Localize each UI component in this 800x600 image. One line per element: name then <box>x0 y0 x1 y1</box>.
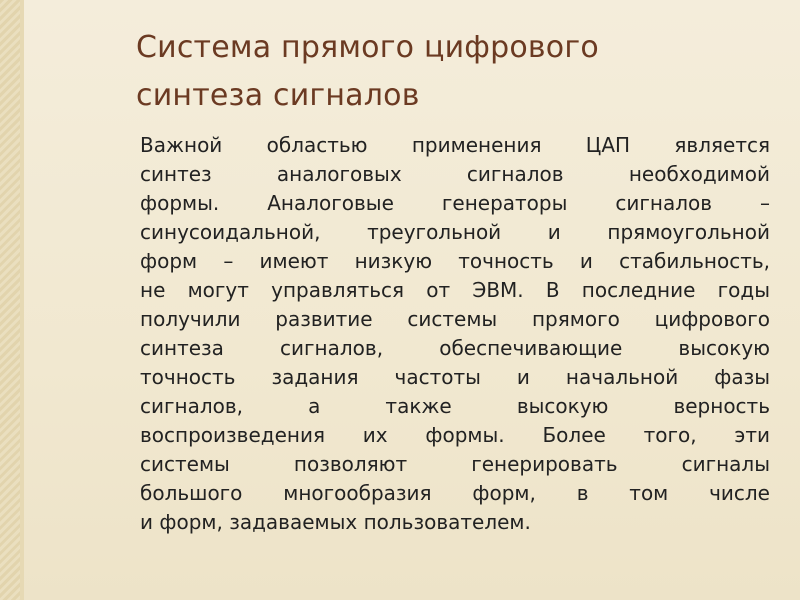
slide-title-line-2: синтеза сигналов <box>136 78 420 113</box>
decorative-left-stripe-edge <box>20 0 24 600</box>
body-line: синтеза сигналов, обеспечивающие высокую <box>140 336 770 360</box>
body-line: формы. Аналоговые генераторы сигналов – <box>140 191 770 215</box>
slide-body-paragraph <box>140 131 770 537</box>
body-line: Важной областью применения ЦАП является <box>140 133 770 157</box>
body-line: не могут управляться от ЭВМ. В последние годы <box>140 278 770 302</box>
body-line: синтез аналоговых сигналов необходимой <box>140 162 770 186</box>
body-line: большого многообразия форм, в том числе <box>140 481 770 505</box>
slide-title-line-1: Система прямого цифрового <box>136 30 599 65</box>
body-line: форм – имеют низкую точность и стабильность, <box>140 249 770 273</box>
body-line: системы позволяют генерировать сигналы <box>140 452 770 476</box>
body-line: точность задания частоты и начальной фазы <box>140 365 770 389</box>
body-line: воспроизведения их формы. Более того, эти <box>140 423 770 447</box>
body-line: синусоидальной, треугольной и прямоугольной <box>140 220 770 244</box>
slide-title <box>136 24 776 120</box>
body-line: получили развитие системы прямого цифрового <box>140 307 770 331</box>
body-line-last: и форм, задаваемых пользователем. <box>140 510 531 534</box>
decorative-left-stripe <box>0 0 20 600</box>
body-line: сигналов, а также высокую верность <box>140 394 770 418</box>
